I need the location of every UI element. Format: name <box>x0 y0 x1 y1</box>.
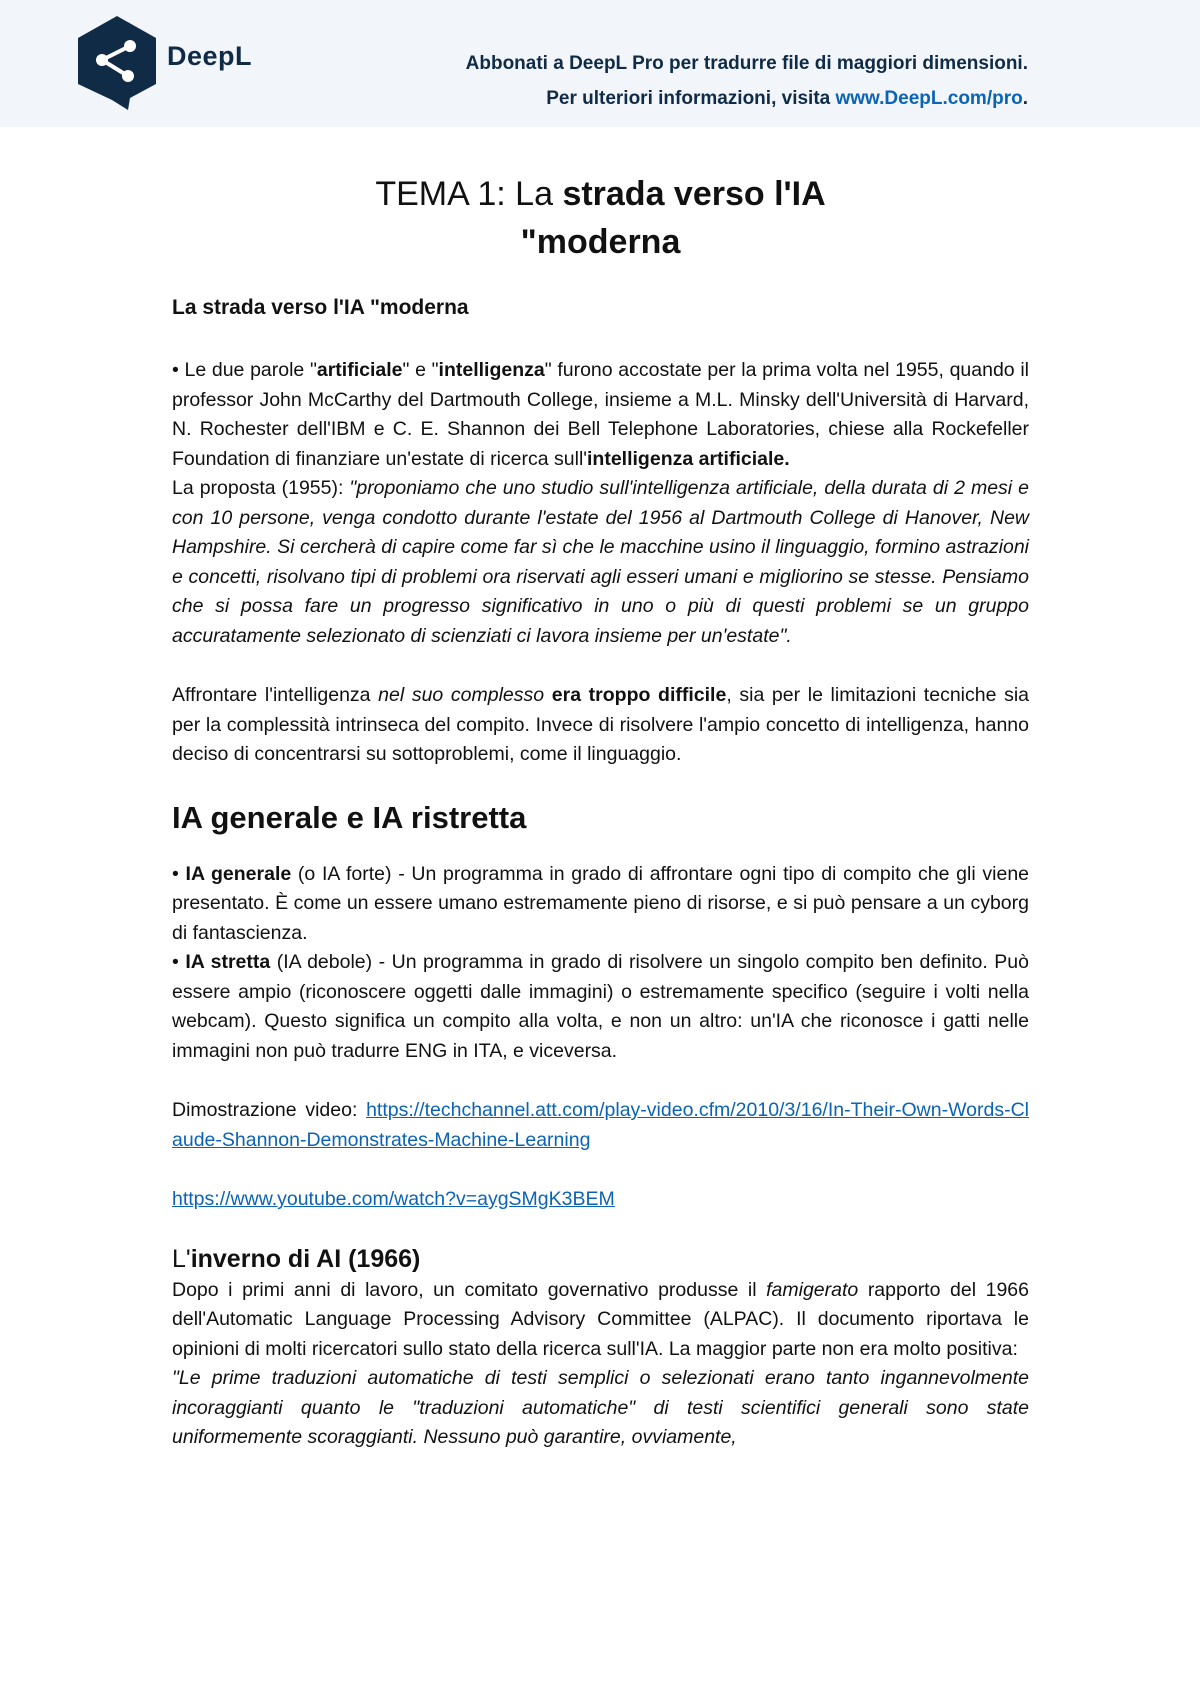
promo-line-1: Abbonati a DeepL Pro per tradurre file di maggiori dimensioni. <box>465 53 1028 74</box>
youtube-link[interactable]: https://www.youtube.com/watch?v=aygSMgK3BEM <box>172 1188 615 1210</box>
paragraph-general-ai: • IA generale (o IA forte) - Un programma in grado di affrontare ogni tipo di compito che gli viene presentato. È come un essere umano estremamente pieno di risorse, e si può pensare a un cyborg di fantascienza. <box>172 862 1030 944</box>
heading-ai-winter: L'inverno di AI (1966) <box>172 1244 421 1273</box>
promo-line-2: Per ulteriori informazioni, visita www.DeepL.com/pro. <box>546 88 1028 109</box>
paragraph-narrow-ai: • IA stretta (IA debole) - Un programma in grado di risolvere un singolo compito ben definito. Può essere ampio (riconoscere oggetti dalle immagini) o estremamente specifico (seguire i volti nella webcam). Questo significa un compito alla volta, e non un altro: un'IA che riconosce i gatti nelle immagini non può tradurre ENG in ITA, e viceversa. <box>172 951 1029 1062</box>
promo-text <box>466 46 1028 116</box>
paragraph-video-demo: Dimostrazione video: https://techchannel.att.com/play-video.cfm/2010/3/16/In-Their-Own-Words-Claude-Shannon-Demonstrates-Machine-Learning <box>172 1099 1029 1151</box>
paragraph-proposal: La proposta (1955): "proponiamo che uno studio sull'intelligenza artificiale, della durata di 2 mesi e con 10 persone, venga condotto durante l'estate del 1956 al Dartmouth College di Hanover, New Hampshire. Si cercherà di capire come far sì che le macchine usino il linguaggio, formino astrazioni e concetti, risolvano tipi di problemi ora riservati agli esseri umani e migliorino se stesse. Pensiamo che si possa fare un progresso significativo in uno o più di questi problemi se un gruppo accuratamente selezionato di scienziati ci lavora insieme per un'estate". <box>172 477 1029 647</box>
paragraph-youtube <box>172 1185 1029 1215</box>
deepl-banner <box>0 0 1200 127</box>
section-subtitle: La strada verso l'IA "moderna <box>172 296 469 319</box>
paragraph-alpac: Dopo i primi anni di lavoro, un comitato governativo produsse il famigerato rapporto del 1966 dell'Automatic Language Processing Advisory Committee (ALPAC). Il documento riportava le opinioni di molti ricercatori sullo stato della ricerca sull'IA. La maggior parte non era molto positiva: <box>172 1278 1029 1360</box>
brand-name: DeepL <box>167 41 253 71</box>
document-title: TEMA 1: La strada verso l'IA "moderna <box>375 175 826 261</box>
paragraph-origin: • Le due parole "artificiale" e "intelligenza" furono accostate per la prima volta nel 1955, quando il professor John McCarthy del Dartmouth College, insieme a M.L. Minsky dell'Università di Harvard, N. Rochester dell'IBM e C. E. Shannon dei Bell Telephone Laboratories, chiese alla Rockefeller Foundation di finanziare un'estate di ricerca sull'intelligenza artificiale. <box>172 359 1029 470</box>
paragraph-difficulty: Affrontare l'intelligenza nel suo complesso era troppo difficile, sia per le limitazioni tecniche sia per la complessità intrinseca del compito. Invece di risolvere l'ampio concetto di intelligenza, hanno deciso di concentrarsi su sottoproblemi, come il linguaggio. <box>172 684 1029 765</box>
promo-link[interactable]: www.DeepL.com/pro <box>835 88 1023 109</box>
heading-general-narrow-ai: IA generale e IA ristretta <box>172 799 527 835</box>
document-body <box>172 170 1029 1453</box>
deepl-logo-icon[interactable] <box>72 14 162 112</box>
paragraph-quote: "Le prime traduzioni automatiche di testi semplici o selezionati erano tanto ingannevolmente incoraggianti quanto le "traduzioni automatiche" di testi scientifici generali sono state uniformemente scoraggianti. Nessuno può garantire, ovviamente, <box>172 1367 1029 1448</box>
video-link[interactable]: https://techchannel.att.com/play-video.cfm/2010/3/16/In-Their-Own-Words-Claude-Shannon-Demonstrates-Machine-Learning <box>172 1099 1029 1151</box>
